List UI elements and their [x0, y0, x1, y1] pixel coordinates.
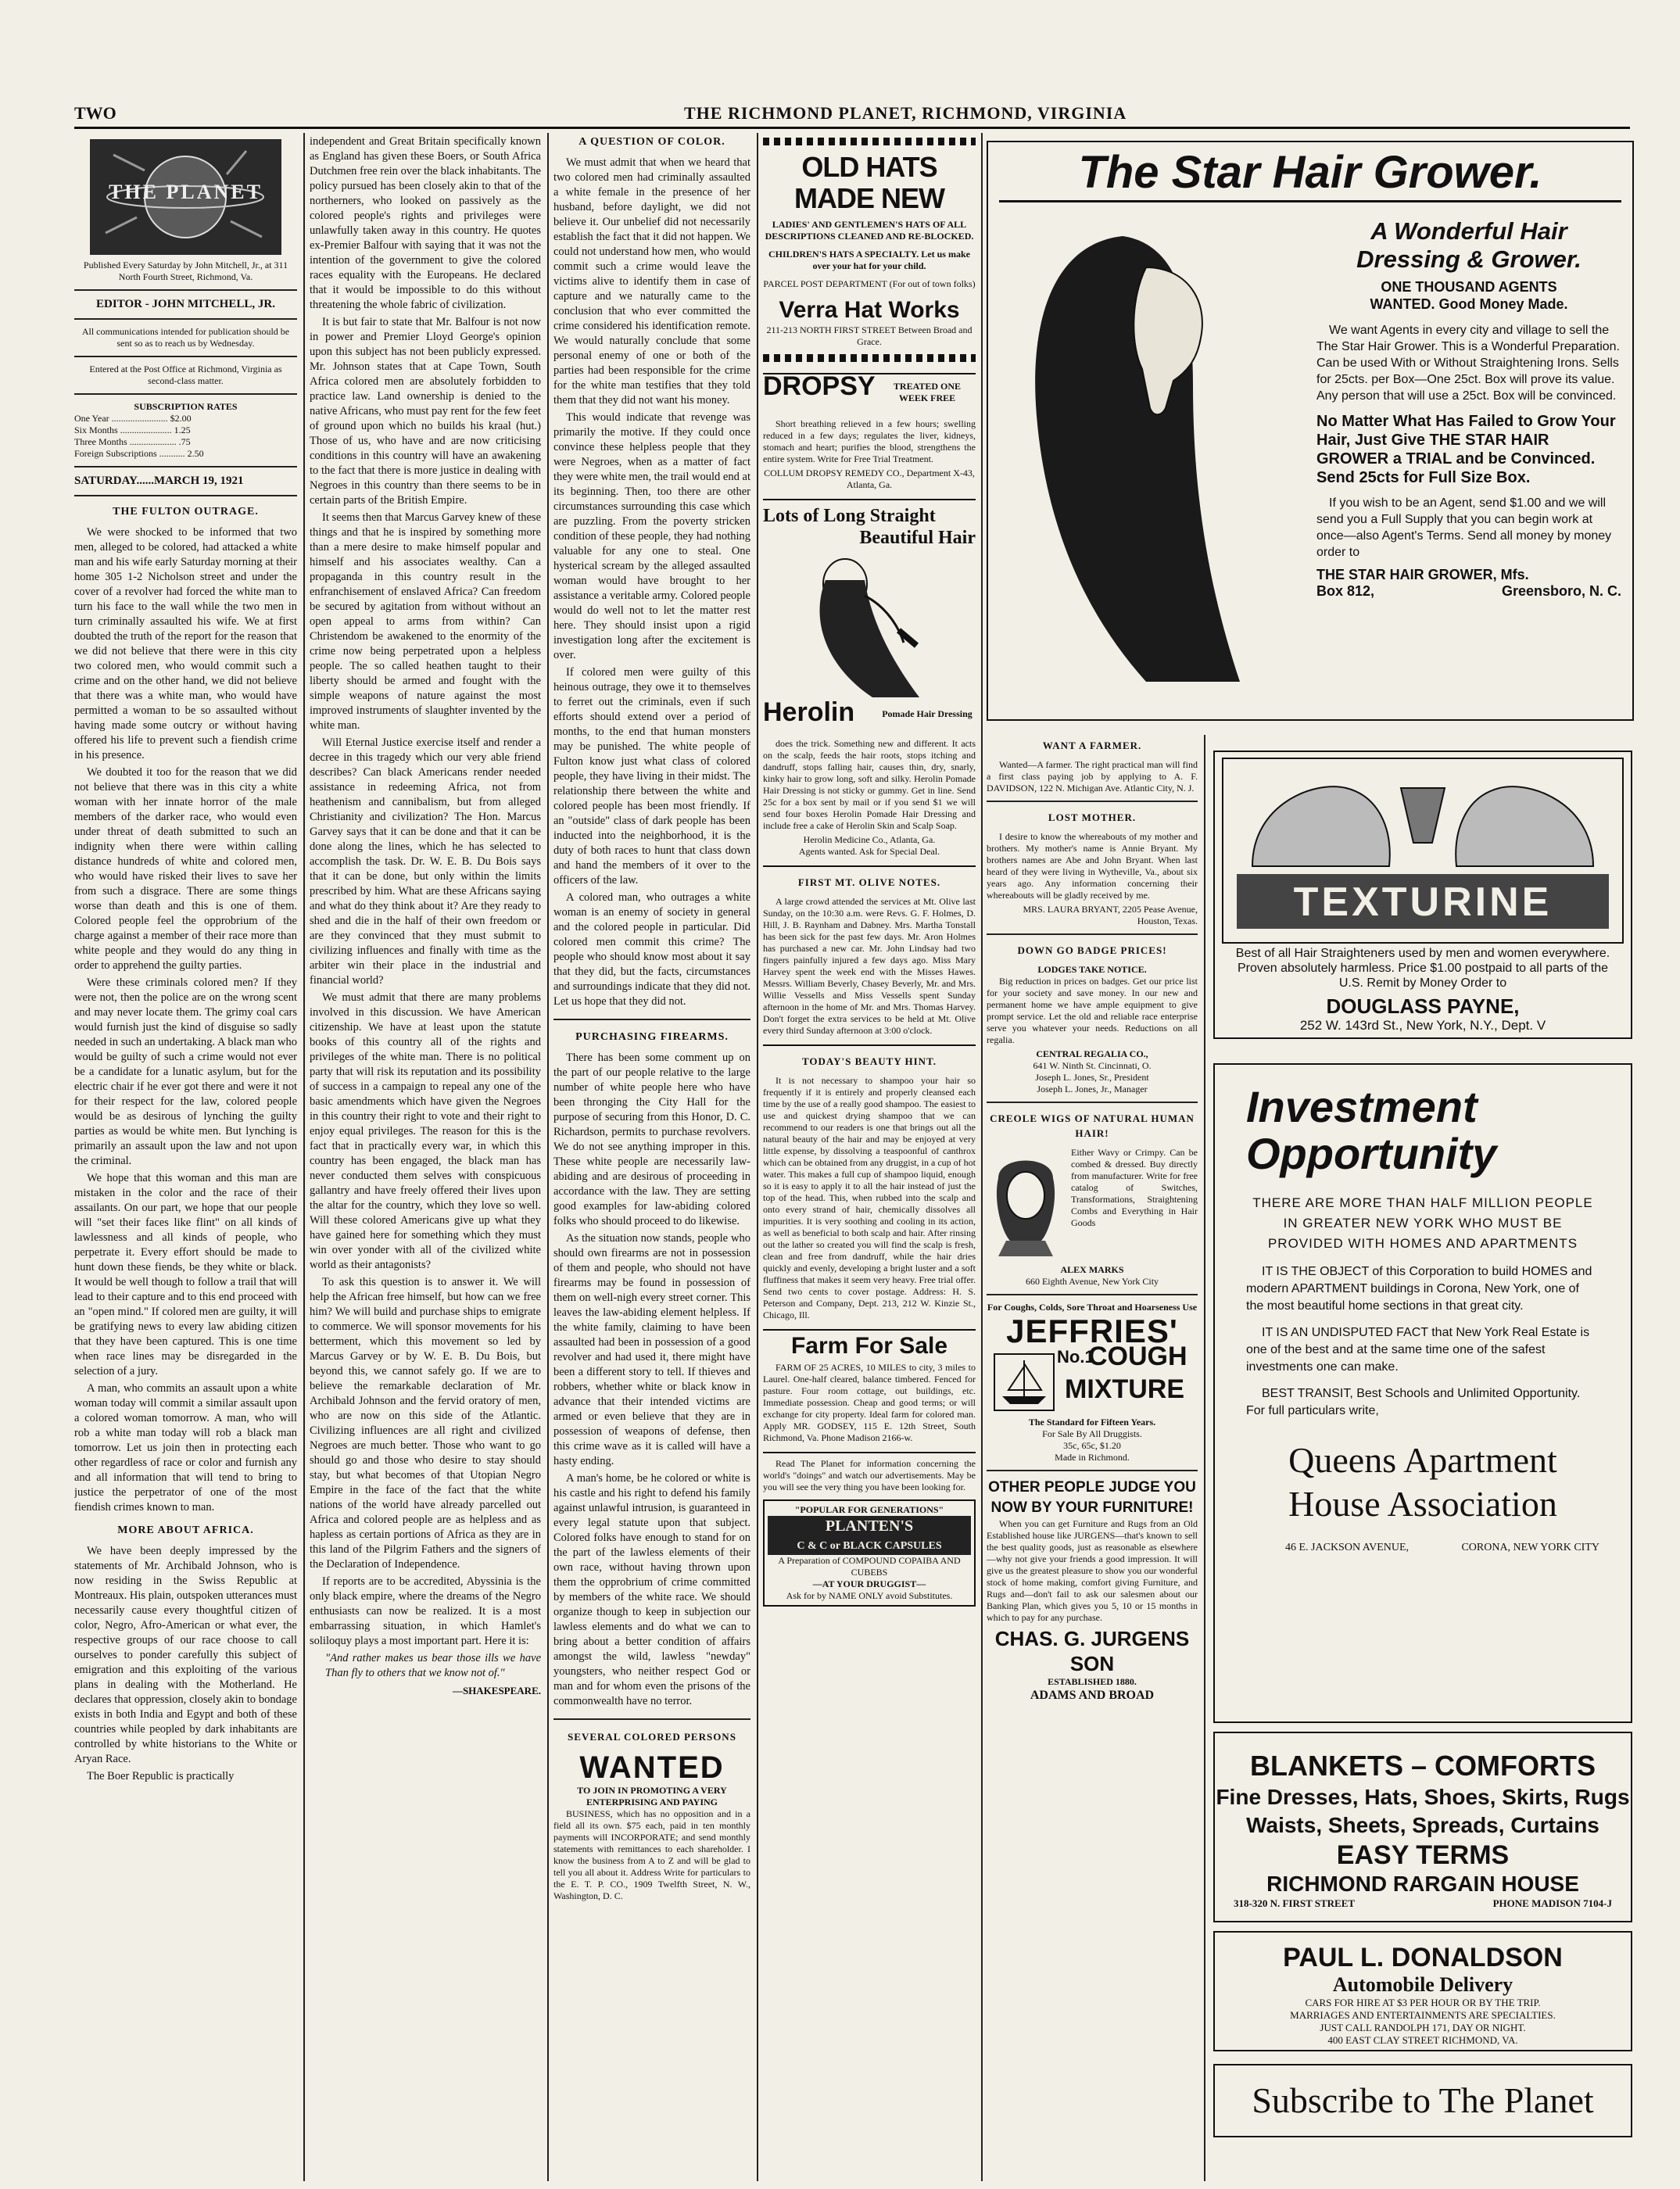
divider — [553, 1019, 750, 1020]
quote-attribution: —SHAKESPEARE. — [452, 1685, 541, 1696]
publisher-notice: Published Every Saturday by John Mitchell, Jr., at 311 North Fourth Street, Richmond, Va. — [83, 260, 288, 282]
ad-dropsy-body: Short breathing relieved in a few hours; swelling reduced in a few days; regulates the liver, kidneys, stomach and heart; purifies the blood, strengthens the entire system. Write for Free Trial Treatment. — [763, 418, 976, 464]
ad-herolin-company: Herolin Medicine Co., Atlanta, Ga. — [803, 834, 936, 845]
divider — [553, 1718, 750, 1720]
column-rule — [303, 133, 305, 2181]
ad-badge-body: Big reduction in prices on badges. Get our price list for your society and save money. In our new and permanent home we have ample equipment to give prompt service. Let the old and reliable race enterprise serve you whatever your needs. Reductions on all regalia. — [987, 976, 1198, 1045]
ad-star-body: If you wish to be an Agent, send $1.00 and we will send you a Full Supply that you can begin work at once—also Agent's Terms. Send all money by money order to — [1316, 496, 1612, 559]
ad-wigs-title: CREOLE WIGS OF NATURAL HUMAN HAIR! — [990, 1112, 1195, 1139]
masthead — [74, 100, 1630, 129]
ship-trademark-icon — [993, 1352, 1055, 1412]
ad-wanted-title: SEVERAL COLORED PERSONS — [568, 1731, 736, 1743]
ad-investment-title: Opportunity — [1246, 1129, 1497, 1178]
ornament-border — [763, 138, 976, 145]
rate-line: One Year ........................ $2.00 — [74, 413, 192, 424]
divider — [74, 318, 297, 320]
ad-herolin-brand: Herolin — [763, 697, 855, 727]
ad-hats-address: 211-213 NORTH FIRST STREET Between Broad and Grace. — [766, 324, 973, 347]
ad-bargain-line: Waists, Sheets, Spreads, Curtains — [1246, 1813, 1599, 1837]
divider — [987, 933, 1198, 935]
ad-planten-name: PLANTEN'S — [768, 1516, 971, 1537]
ad-investment-company: House Association — [1288, 1484, 1557, 1524]
article-paragraph: It is but fair to state that Mr. Balfour is not now in power and Premier Lloyd George's opinion upon this subject has not been publicly expressed. Mr. Johnson states that at Cape Town, South Africa colored men are absolutely forbidden to practice law. Land ownership is denied to the native Africans, who must pay rent for the few feet of ground upon which no builds his kraal (hut.) Those of us, who have and are now criticising conditions in this country will have an awakening to the fact that there is more justice in dealing with Negroes in this country than there seems to be in certain parts of the British Empire. — [310, 316, 541, 507]
rate-line: Six Months ...................... 1.25 — [74, 425, 191, 435]
ad-donaldson-sub: Automobile Delivery — [1332, 1973, 1513, 1996]
ad-star-body: We want Agents in every city and village to sell the The Star Hair Grower. This is a Wonderful Preparation. Can be used With or Without Straightening Irons. Sells for 25cts. per Box—One 25ct. Box will prove its value. Any person that will use a 25ct. Box will be convinced. — [1316, 324, 1621, 403]
article-paragraph: To ask this question is to answer it. We will help the African free himself, but how can we free him? We will build and purchase ships to emigrate to commerce. We will sponsor movements for his betterment, which this movement so led by Marcus Garvey or by W. E. B. Du Bois, but beyond this, we cannot safely go. If we are to believe the remarkable declaration of Mr. Archibald Johnson and the fervid oratory of men, who are now on this side of the Atlantic. Civilizing influences are all right and civilized Negroes are much better. Those who want to go should go and those who desire to stay should stay, but what becomes of that Utopian Negro Empire in the face of the fact that the white nations of the world have already parcelled out Africa and colored people are as helpless and as hapless as certain portions of Africa as they are in this land of the Pilgrim Fathers and the signers of the Declaration of Independence. — [310, 1276, 541, 1571]
ad-star-subtitle: A Wonderful Hair Dressing & Grower. — [1356, 217, 1581, 273]
ad-badge-manager: Joseph L. Jones, Jr., Manager — [1037, 1084, 1148, 1094]
ad-wigs-body: Either Wavy or Crimpy. Can be combed & dressed. Buy directly from manufacturer. Write for free catalog of Switches, Transformations, Straightening Combs and Everything in Hair Goods — [1071, 1147, 1198, 1228]
ad-donaldson-line: JUST CALL RANDOLPH 171, DAY OR NIGHT. — [1320, 2022, 1526, 2033]
divider — [74, 495, 297, 496]
ad-badge-sub: LODGES TAKE NOTICE. — [1037, 964, 1147, 975]
ad-jurgens-body: When you can get Furniture and Rugs from an Old Established house like JURGENS—that's known to sell the best quality goods, just as reasonable as elsewhere—why not give your friends a good impression. It will give us the greatest pleasure to show you our wonderful stock of home making, comfort giving Furniture, and Rugs and—don't fail to ask our salesmen about our Banking Plan, which gives you 5, 10 or 15 months in which to pay for any purchase. — [987, 1518, 1198, 1623]
headline-want-farmer: WANT A FARMER. — [1042, 740, 1142, 751]
headline-fulton-outrage: THE FULTON OUTRAGE. — [113, 506, 259, 518]
ad-herolin-sub: Pomade Hair Dressing — [882, 708, 973, 719]
subscribe-banner: Subscribe to The Planet — [1252, 2080, 1594, 2120]
ad-investment-body: THERE ARE MORE THAN HALF MILLION PEOPLE IN GREATER NEW YORK WHO MUST BE PROVIDED WITH HOMES AND APARTMENTS — [1252, 1195, 1593, 1251]
ad-investment-company: Queens Apartment — [1288, 1440, 1557, 1480]
ad-hats-title: OLD HATS MADE NEW — [794, 151, 944, 214]
editor-line: EDITOR - JOHN MITCHELL, JR. — [96, 298, 275, 310]
headline-more-about-africa: MORE ABOUT AFRICA. — [117, 1524, 254, 1536]
ad-badge-address: 641 W. Ninth St. Cincinnati, O. — [1033, 1060, 1152, 1071]
ad-texturine — [1213, 751, 1632, 1039]
headline-lost-mother: LOST MOTHER. — [1048, 811, 1137, 823]
ad-wanted-body: BUSINESS, which has no opposition and in a field all its own. $75 each, paid in ten monthly payments will INCORPORATE; and send monthly statements with remittances to each shareholder. I know the business from A to Z and will be glad to tell you all about it. Address Write for particulars to the E. T. P. CO., 1909 Twelfth Street, N. W., Washington, D. C. — [553, 1808, 750, 1901]
ad-investment-body: BEST TRANSIT, Best Schools and Unlimited Opportunity. For full particulars write, — [1246, 1387, 1581, 1417]
column-4 — [763, 134, 976, 2183]
rates-title: SUBSCRIPTION RATES — [134, 401, 238, 412]
ad-star-agents: ONE THOUSAND AGENTS — [1381, 279, 1557, 295]
ad-star-city: Greensboro, N. C. — [1501, 583, 1621, 599]
article-paragraph: Wanted—A farmer. The right practical man will find a first class paying job by applying to A. F. DAVIDSON, 122 N. Michigan Ave. Atlantic City, N. J. — [987, 759, 1198, 794]
ad-donaldson-line: 400 EAST CLAY STREET RICHMOND, VA. — [1327, 2034, 1518, 2046]
article-paragraph: We doubted it too for the reason that we did not believe that there was in this city a white woman with her innate horror of the male members of the darker race, who would even under threat of death submitted to such an indignity when there were within calling distance hundreds of white and colored men, who would have risked their lives to save her from such a disgrace. There are some things worse than death and this is one of them. Colored people feel the opprobrium of the charge against a member of their race more than white people and they would do any thing in order to apprehend the guilty parties. — [74, 766, 297, 972]
planet-logo — [90, 139, 281, 255]
ad-jeffries-cough: COUGH — [1088, 1342, 1187, 1371]
woman-portrait-icon — [987, 1147, 1065, 1256]
ad-texturine-address: 252 W. 143rd St., New York, N.Y., Dept. V — [1299, 1018, 1546, 1033]
article-paragraph: We were shocked to be informed that two men, alleged to be colored, had attacked a white man and his wife early Saturday morning at their home 305 1-2 Nicholson street and under the cover of a revolver had forced the white man to turn his face to the wall while the two men in turn criminally assaulted his wife. We at first doubted the truth of the report for the reason that we did not believe that there were in this city two colored men, who would commit such a crime and on the other hand, we did not believe that there was a white man, who would have permitted a woman to be so assaulted without having made some outcry or without having offered his life to prevent such a fiendish crime in his presence. — [74, 526, 297, 761]
article-paragraph: Will Eternal Justice exercise itself and render a decree in this tragedy which our very able friend describes? Can black Americans render needed assistance in redeeming Africa, not from heathenism and cannibalism, but from alleged Christianity and civilization? The Hon. Marcus Garvey says that it can be done and that it can be done along the lines, which he has selected to accomplish the task. Dr. W. E. B. Du Bois says that it can be done, but only within the limits prescribed by him. What are these Africans saying and what do they think about it? Are they ready to shed and die in the half of their own freedom or are they convinced that they must submit to civilizing influences and finally with time as the arbiter win their place in the industrial and financial world? — [310, 736, 541, 987]
ad-badge-title: DOWN GO BADGE PRICES! — [1017, 944, 1167, 956]
ad-donaldson — [1213, 1931, 1632, 2051]
article-paragraph: A man, who commits an assault upon a white woman today will commit a similar assault upon a colored woman tomorrow. A man, who will rob a white man today will rob a black man tomorrow. Let us join then in protecting each other regardless of race or color and furnish any and all information that will tend to bring to justice the perpetrator of one of the most fiendish crimes known to man. — [74, 1382, 297, 1514]
article-paragraph: This would indicate that revenge was primarily the motive. If they could once convince these helpless people that they were Negroes, when as a matter of fact they were white men, the trail would end at its beginning. Then, too there are other circumstances surrounding this case which are puzzling. From the poverty stricken condition of these people, they had nothing valuable for any one to steal. One hysterical scream by the alleged assaulted woman would have brought to her assistance a veritable army. Colored people would do well not to let the matter rest here. They should insist upon a rigid investigation long after the excitement is over. — [553, 411, 750, 661]
ad-hats-line: CHILDREN'S HATS A SPECIALTY. Let us make over your hat for your child. — [768, 249, 970, 271]
ad-farm-title: Farm For Sale — [790, 1333, 948, 1359]
ad-planten-top: "POPULAR FOR GENERATIONS" — [794, 1504, 944, 1515]
ad-jeffries-top: For Coughs, Colds, Sore Throat and Hoarseness Use — [987, 1302, 1198, 1313]
divider — [987, 1294, 1198, 1295]
ad-planten-capsules: C & C or BLACK CAPSULES — [768, 1537, 971, 1555]
divider — [987, 1102, 1198, 1103]
headline-beauty-hint: TODAY'S BEAUTY HINT. — [801, 1055, 937, 1067]
article-paragraph: The Boer Republic is practically — [87, 1770, 235, 1782]
ad-jeffries-number: No.1 — [1057, 1347, 1094, 1367]
ad-herolin-title: Beautiful Hair — [859, 528, 976, 548]
ornament-border — [763, 354, 976, 362]
ad-dropsy-company: COLLUM DROPSY REMEDY CO., Department X-43, Atlanta, Ga. — [764, 468, 975, 490]
article-paragraph: I desire to know the whereabouts of my mother and brothers. My mother's name is Annie Bryant. My brothers names are Abe and John Bryant. When last heard of they were living in Wytheville, Va., about six years ago. Any information concerning their whereabouts will be gladly received by me. — [987, 831, 1198, 901]
ad-dropsy-title: DROPSY — [763, 371, 876, 401]
ad-hats-line: PARCEL POST DEPARTMENT (For out of town folks) — [763, 278, 976, 289]
ad-donaldson-line: CARS FOR HIRE AT $3 PER HOUR OR BY THE TRIP. — [1305, 1997, 1541, 2008]
ad-donaldson-line: MARRIAGES AND ENTERTAINMENTS ARE SPECIALTIES. — [1290, 2009, 1556, 2021]
ad-texturine-body: Best of all Hair Straighteners used by men and women everywhere. Proven absolutely harmless. Price $1.00 postpaid to all parts of the U.S. Remit by Money Order to — [1235, 947, 1610, 990]
ad-jeffries-name: JEFFRIES' — [1006, 1313, 1178, 1349]
article-paragraph: A colored man, who outrages a white woman is an enemy of society in general and the colored people in particular. Did colored men commit this crime? The people who should know most about it say that they did, but the facts, circumstances and surroundings indicate that they did not. Let us hope that they did not. — [553, 891, 750, 1008]
ad-jeffries-mixture: MIXTURE — [1065, 1374, 1184, 1404]
ad-star-body: No Matter What Has Failed to Grow Your Hair, Just Give THE STAR HAIR GROWER a TRIAL and be Convinced. Send 25cts for Full Size Box. — [1316, 413, 1616, 486]
ad-jurgens-established: ESTABLISHED 1880. — [1048, 1676, 1137, 1687]
ad-hats-company: Verra Hat Works — [779, 297, 960, 323]
divider — [74, 356, 297, 357]
article-paragraph: We have been deeply impressed by the statements of Mr. Archibald Johnson, who is now residing in the Swiss Republic at Montreaux. His plain, outspoken utterances must necessarily cause every thoughtful citizen of color, Negro, Afro-American or what ever, the respective groups of our race choose to call ourselves to ponder carefully this subject of emigration and this exploiting of the various plans in dealing with the Motherland. He declares that oppression, closely akin to bondage exists in both India and Egypt and both of these countries while peopled by dark inhabitants are controlled by white historians to the White or Aryan Race. — [74, 1545, 297, 1765]
ad-texturine-name: DOUGLASS PAYNE, — [1326, 994, 1520, 1018]
ad-star-company: THE STAR HAIR GROWER, Mfs. — [1316, 567, 1529, 582]
article-paragraph: Were these criminals colored men? If they were not, then the police are on the wrong scent and may never locate them. The grimy coal cars would furnish just the kind of disguise so sadly needed in such an undertaking. A black man who would be guilty of such a crime would not ever be a candidate for a lunatic asylum, but for the electric chair if he ever got there and were it not for their respect for the law, colored people would be as desirous of lynching the guilty parties as would be white men. But lynching is primarily an assault upon the law and not upon the criminal. — [74, 976, 297, 1167]
ad-bargain-address: 318-320 N. FIRST STREET — [1234, 1897, 1356, 1909]
ad-investment-title: Investment — [1246, 1082, 1478, 1131]
divider — [74, 466, 297, 468]
ad-wanted-heading: WANTED — [579, 1750, 725, 1785]
communications-notice: All communications intended for publication should be sent so as to reach us by Wednesday. — [81, 326, 290, 349]
article-paragraph: If reports are to be accredited, Abyssinia is the only black empire, where the dreams of the Negro enthusiasts can now be realized. It is a most embarrassing situation, in which Hamlet's soliloquy plays a most important part. Here it is: — [310, 1575, 541, 1647]
ad-bargain-phone: PHONE MADISON 7104-J — [1492, 1897, 1612, 1909]
headline-question-of-color: A QUESTION OF COLOR. — [579, 136, 725, 148]
ad-subscribe — [1213, 2064, 1632, 2137]
ad-herolin-title: Lots of Long Straight — [763, 506, 936, 526]
column-2 — [310, 134, 541, 2183]
newspaper-title: THE RICHMOND PLANET, RICHMOND, VIRGINIA — [684, 103, 1127, 123]
ad-bargain-title: BLANKETS – COMFORTS — [1249, 1750, 1596, 1782]
rate-line: Foreign Subscriptions ........... 2.50 — [74, 448, 204, 459]
ad-jeffries-made: Made in Richmond. — [1055, 1452, 1130, 1463]
divider — [987, 801, 1198, 802]
ad-star-agents: WANTED. Good Money Made. — [1370, 296, 1568, 312]
woman-combing-hair-icon — [763, 549, 976, 705]
headline-mt-olive: FIRST MT. OLIVE NOTES. — [797, 876, 941, 888]
column-1 — [74, 134, 297, 2183]
article-paragraph: It is not necessary to shampoo your hair so frequently if it is entirely and properly cleansed each time by the use of a really good shampoo. The easiest to use and quickest drying shampoo that we can recommend to our readers is one that brings out all the natural beauty of the hair and may be enjoyed at very little expense, by dissolving a teaspoonful of canthrox which can be obtained from any druggist, in a cup of hot water. This makes a full cup of shampoo liquid, enough so it is easy to apply it to all the hair instead of just the top of the head. This, when rubbed into the scalp and onto every strand of hair, chemically dissolves all impurities. It is very soothing and cooling in its action, as well as beneficial to both scalp and hair. After rinsing out the lather so created you will find the scalp is fresh, clean and free from dandruff, while the hair dries quickly and evenly, developing a bright luster and a soft fluffiness that makes it seem very heavy. Free trial offer. Send two cents to cover postage. Address: H. S. Peterson and Company, Dept. 213, 212 W. Kinzie St., Chicago, Ill. — [763, 1075, 976, 1320]
ad-herolin-agents: Agents wanted. Ask for Special Deal. — [798, 846, 940, 857]
ad-jeffries-sale: For Sale By All Druggists. — [1042, 1428, 1142, 1439]
ad-herolin-body: does the trick. Something new and different. It acts on the scalp, feeds the hair roots, stops itching and dandruff, stops falling hair, causes thin, dry, snarly, kinky hair to grow long, soft and silky. Herolin Pomade Hair Dressing is not sticky or gummy. Get in line. Send 25c for a box sent by mail or if you send $1 we will send four boxes Herolin Pomade Hair Dressing and include free a cake of Herolin Skin and Scalp Soap. — [763, 738, 976, 831]
ad-bargain-house — [1213, 1732, 1632, 1922]
divider — [987, 1470, 1198, 1471]
ad-investment-body: IT IS THE OBJECT of this Corporation to build HOMES and modern APARTMENT buildings in Corona, New York, one of the most beautiful home sections in that great city. — [1246, 1265, 1592, 1313]
headline-purchasing-firearms: PURCHASING FIREARMS. — [575, 1031, 729, 1043]
article-paragraph: A large crowd attended the services at Mt. Olive last Sunday, on the 10:30 a.m. were Revs. G. F. Holmes, D. Hill, J. B. Raynham and Dabney. Mrs. Martha Tonstall has been sick for the past few days. Mr. Aron Holmes has purchased a new car. Mr. John Lindsay had two fingers painfully injured a few days ago. Miss Mary Harvey spent the week end with the Misses Hawes. Messrs. William Beverly, Chasey Beverly, Mr. and Mrs. Willie Vessells and Miss Vessells spent Sunday afternoon in the home of Mr. and Mrs. Thomas Harvey. Don't forget the extra services to be held at Mt. Olive every third Sunday afternoon at 3:00 o'clock. — [763, 896, 976, 1036]
column-rule — [1204, 735, 1205, 2181]
divider — [74, 393, 297, 395]
article-paragraph: As the situation now stands, people who should own firearms are not in possession of them and people, who should not have firearms may be found in possession of them on well-nigh every street corner. This leaves the law-abiding element helpless. If the white family, claiming to have been assaulted had been in possession of a good revolver and had used it, there might have been a different story to tell. If thieves and robbers, whether white or black know in advance that their intended victims are armed or even believe that they are in possession of weapons of defense, then this crime wave as it is called will have a hasty ending. — [553, 1232, 750, 1467]
ad-investment-city: CORONA, NEW YORK CITY — [1461, 1542, 1599, 1553]
column-rule — [757, 133, 758, 2181]
ad-jeffries-standard: The Standard for Fifteen Years. — [1028, 1417, 1156, 1428]
column-rule — [981, 133, 983, 2181]
ad-star-box: Box 812, — [1316, 583, 1375, 599]
article-paragraph: There has been some comment up on the part of our people relative to the large number of white people here who have been thronging the City Hall for the purpose of securing from this Honor, D. C. Richardson, permits to purchase revolvers. We do not see anything improper in this. These white people are necessarily law-abiding and are desirous of proceeding in accordance with the law. They are setting good examples for law-abiding colored folks who should proceed to do likewise. — [553, 1052, 750, 1227]
article-paragraph: A man's home, be he colored or white is his castle and his right to defend his family against unlawful intrusion, is guaranteed in every legal statute upon that subject. Colored folks have enough to stand for on the part of the lawless elements of their own race, without having thrown upon them the opprobrium of crime committed by members of the white race. We should organize though to keep in subjection our lawless elements and do what we can to bring about a better condition of affairs amongst the wild, lawless "newday" youngsters, who neither respect God or man and for whom even the prisons of the commonwealth have no terror. — [553, 1472, 750, 1707]
ad-jurgens-title: OTHER PEOPLE JUDGE YOU NOW BY YOUR FURNITURE! — [988, 1479, 1196, 1516]
ad-jeffries-price: 35c, 65c, $1.20 — [1063, 1440, 1121, 1451]
article-paragraph: If colored men were guilty of this heinous outrage, they owe it to themselves to ferret out the criminals, even if such efforts should extend over a period of months, to the end that human monsters may be punished. The white people of Fulton know just what class of colored people, they have living in their midst. The relationship there between the white and colored people has been most friendly. If an "outside" class of dark people has been inducted into the neighborhood, it is the duty of both races to hunt that class down and hand the members of it over to the officers of the law. — [553, 666, 750, 887]
ad-bargain-name: RICHMOND RARGAIN HOUSE — [1266, 1872, 1579, 1896]
column-3 — [553, 134, 750, 2183]
ad-bargain-terms: EASY TERMS — [1336, 1840, 1510, 1870]
ad-hats-line: LADIES' AND GENTLEMEN'S HATS OF ALL DESCRIPTIONS CLEANED AND RE-BLOCKED. — [765, 219, 974, 242]
divider — [74, 289, 297, 291]
ad-texturine-title: TEXTURINE — [1293, 880, 1553, 925]
ad-jurgens-name: CHAS. G. JURGENS SON — [994, 1627, 1190, 1675]
ad-wigs-address: 660 Eighth Avenue, New York City — [1025, 1276, 1159, 1287]
ad-star-title: The Star Hair Grower. — [999, 145, 1621, 202]
article-paragraph: It seems then that Marcus Garvey knew of these things and that he is inspired by something more than a mere desire to make himself popular and himself and his associates wealthy. Can a propaganda in this country result in the enfranchisement of enslaved Africa? Can freedom be secured by agitation from without without an open appeal to arms from within? Can Christendom be awakened to the enormity of the crime now being perpetrated upon a helpless people. The so called heathen taught to their liberty should be armed and fought with the simple weapons of nature against the most improved instruments of slaughter invented by the white man. — [310, 511, 541, 732]
rate-line: Three Months .................... .75 — [74, 436, 191, 447]
ad-wanted-line: TO JOIN IN PROMOTING A VERY ENTERPRISING AND PAYING — [577, 1785, 727, 1807]
issue-date: SATURDAY......MARCH 19, 1921 — [74, 475, 244, 487]
article-paragraph: We must admit that there are many problems involved in this discussion. We have American citizenship. We have at least upon the statute books of this country all of the rights and privileges of the white man. There is no political party that will risk its reputation and its possibility of success in a campaign to repeal any one of the basic amendments which have given the Negroes in this country their right to vote and their right to enjoy equal privileges. The reason for this is the fact that in practically every war, in which this country has been engaged, the black man has never conducted them selves with conspicuous gallantry and have freely offered their lives upon the altar for the country, which they love so well. Will these colored Americans give up what they have gained here for something which they must win over yonder with all of the civilized white world as their antagonists? — [310, 991, 541, 1271]
woman-long-hair-icon — [1005, 213, 1302, 697]
ad-planten-prep: A Preparation of COMPOUND COPAIBA AND CUBEBS — [778, 1555, 961, 1578]
ad-badge-president: Joseph L. Jones, Sr., President — [1035, 1072, 1149, 1083]
article-paragraph: We hope that this woman and this man are mistaken in the color and the race of their assailants. On our part, we hope that our people will "set their faces like flint" on all kinds of lawlessness and all kinds of people, who perpetrate it. Every effort should be made to hunt down these fiends, be they white or black. It would be well though to follow a trail that will lead to their capture and to this end proceed with an "open mind." If colored men are guilty, it will be gratifying news to every law abiding citizen that they have been captured. This is one time when race lines may be disregarded in the selection of a jury. — [74, 1172, 297, 1378]
ad-investment-body: IT IS AN UNDISPUTED FACT that New York Real Estate is one of the best and at the same time one of the safest investments one can make. — [1246, 1326, 1590, 1374]
ad-donaldson-name: PAUL L. DONALDSON — [1283, 1943, 1563, 1972]
signature-line: MRS. LAURA BRYANT, 2205 Pease Avenue, Houston, Texas. — [1023, 904, 1198, 926]
quote: "And rather makes us bear those ills we have Than fly to others that we know not of." — [325, 1652, 541, 1679]
ad-jurgens-address: ADAMS AND BROAD — [1030, 1689, 1155, 1702]
ad-wigs-name: ALEX MARKS — [1060, 1264, 1124, 1275]
ad-investment-address: 46 E. JACKSON AVENUE, — [1285, 1542, 1410, 1553]
entry-notice: Entered at the Post Office at Richmond, Virginia as second-class matter. — [89, 364, 282, 386]
ad-read-planet: Read The Planet for information concerning the world's "doings" and watch our advertisements. May be you will see the very thing you have been looking for. — [763, 1458, 976, 1492]
ad-badge-company: CENTRAL REGALIA CO., — [1036, 1048, 1148, 1059]
ad-planten-druggist: —AT YOUR DRUGGIST— — [812, 1578, 926, 1589]
article-paragraph: independent and Great Britain specifically known as England has given these Boers, or South Africa Dutchmen free rein over the black inhabitants. The policy pursued has been closely akin to that of the northerners, who looked on passively as the colored people's rights and privileges were unlawfully taken away in this country. He quotes ex-Premier Balfour with saying that it was not the intention of the government to give the colored races equality with the Europeans. He declared that it would be impossible to do this without threatening the whole fabric of civilization. — [310, 135, 541, 311]
ad-dropsy-sub: TREATED ONE WEEK FREE — [893, 381, 962, 403]
ad-investment — [1213, 1063, 1632, 1723]
page-number: TWO — [74, 103, 116, 123]
logo-text: THE PLANET — [109, 181, 263, 203]
ad-farm-body: FARM OF 25 ACRES, 10 MILES to city, 3 miles to Laurel. One-half cleared, balance timbered. Fenced for pasture. Four room cottage, out buildings, etc. Immediate possession. Cheap and good terms; or will exchange for city property. Ideal farm for colored man. Apply MR. GODSEY, 115 E. 12th Street, South Richmond, Va. Phone Madison 2166-w. — [763, 1362, 976, 1443]
ad-star-hair-grower — [987, 141, 1634, 721]
column-rule — [547, 133, 549, 2181]
ad-planten-ask: Ask for by NAME ONLY avoid Substitutes. — [786, 1590, 953, 1601]
ad-bargain-line: Fine Dresses, Hats, Shoes, Skirts, Rugs — [1216, 1785, 1630, 1809]
column-5 — [987, 735, 1198, 2181]
article-paragraph: We must admit that when we heard that two colored men had criminally assaulted a white female in the presence of her husband, before daylight, we did not believe it. Our unbelief did not necessarily establish the fact that it did not happen. We could not understand how men, who would commit such a crime would leave the victims alive to identify them in case of capture and we naturally came to the conclusion that who ever committed the crime considered his identification remote. We would naturally conclude that some personal enemy of one or both of the parties had been responsible for the crime for the white man testifies that they told them that they did not want his money. — [553, 156, 750, 407]
